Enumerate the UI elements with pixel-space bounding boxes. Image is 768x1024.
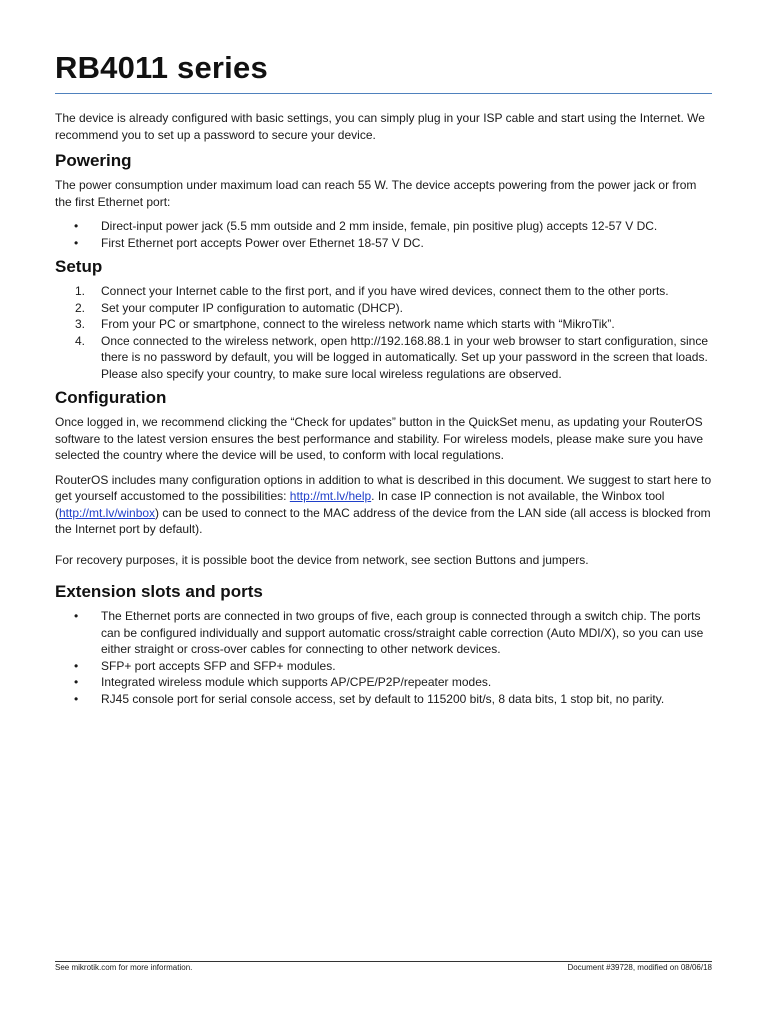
list-item-text: First Ethernet port accepts Power over Ethernet 18-57 V DC. — [101, 235, 424, 250]
list-item-text: Direct-input power jack (5.5 mm outside and 2 mm inside, female, pin positive plug) accepts 12-57 V DC. — [101, 219, 658, 233]
list-item-text: The Ethernet ports are connected in two groups of five, each group is connected through a switch chip. The ports can be configured individually and support automatic cross/straight cable correction (Auto MDI/X), so you can use either straight or cross-over cables for connecting to other network devices. — [101, 609, 704, 656]
bullet: • — [74, 675, 79, 689]
footer-info: See mikrotik.com for more information. — [55, 963, 193, 972]
winbox-link[interactable]: http://mt.lv/winbox — [59, 505, 156, 520]
list-item-text: Integrated wireless module which supports AP/CPE/P2P/repeater modes. — [101, 675, 492, 689]
configuration-paragraph-2 — [55, 472, 712, 538]
list-number: 4. — [75, 333, 86, 348]
list-number: 3. — [75, 317, 86, 331]
list-item — [55, 658, 712, 675]
list-item — [55, 674, 712, 691]
list-item — [55, 333, 712, 383]
powering-heading: Powering — [55, 151, 132, 170]
list-item-text: Connect your Internet cable to the first port, and if you have wired devices, connect them to the other ports. — [101, 284, 669, 298]
paragraph-text: . In case IP connection is not available, the Winbox tool ( — [55, 489, 665, 520]
page-title: RB4011 series — [55, 50, 268, 85]
powering-list — [55, 218, 712, 251]
footer-document-id: Document #39728, modified on 08/06/18 — [567, 963, 712, 972]
list-item-text: Once connected to the wireless network, open http://192.168.88.1 in your web browser to start configuration, since there is no password by default, you will be logged in automatically. Set up your password in the screen that loads. Please also specify your country, to make sure local wireless regulations are observed. — [101, 333, 709, 381]
list-item-text: RJ45 console port for serial console access, set by default to 115200 bit/s, 8 data bits, 1 stop bit, no parity. — [101, 691, 665, 706]
bullet: • — [74, 235, 79, 250]
list-number: 1. — [75, 284, 86, 298]
paragraph-text: ) can be used to connect to the MAC address of the device from the LAN side (all access is blocked from the Internet port by default). — [55, 505, 711, 536]
list-item-text: From your PC or smartphone, connect to the wireless network name which starts with “MikroTik”. — [101, 317, 615, 331]
list-item-text: Set your computer IP configuration to automatic (DHCP). — [101, 300, 403, 315]
configuration-paragraph-1: Once logged in, we recommend clicking the “Check for updates” button in the QuickSet menu, as updating your RouterOS software to the latest version ensures the best performance and stability. For wireless models, please make sure you have selected the country where the device will be used, to conform with local regulations. — [55, 415, 704, 462]
bullet: • — [74, 219, 79, 233]
powering-paragraph: The power consumption under maximum load can reach 55 W. The device accepts powering from the power jack or from the first Ethernet port: — [55, 178, 697, 209]
intro-paragraph: The device is already configured with basic settings, you can simply plug in your ISP cable and start using the Internet. We recommend you to set up a password to secure your device. — [55, 111, 705, 142]
extension-heading: Extension slots and ports — [55, 582, 263, 601]
footer-divider — [55, 961, 712, 962]
configuration-heading: Configuration — [55, 388, 167, 407]
bullet: • — [74, 609, 79, 623]
list-item — [55, 218, 712, 235]
list-item — [55, 300, 712, 317]
extension-list — [55, 608, 712, 707]
list-item — [55, 691, 712, 708]
title-divider — [55, 93, 712, 94]
setup-list — [55, 283, 712, 382]
document-body — [55, 110, 712, 713]
bullet: • — [74, 691, 79, 706]
list-item — [55, 608, 712, 658]
list-item — [55, 316, 712, 333]
list-item-text: SFP+ port accepts SFP and SFP+ modules. — [101, 658, 336, 673]
list-item — [55, 283, 712, 300]
setup-heading: Setup — [55, 257, 103, 276]
help-link[interactable]: http://mt.lv/help — [289, 489, 372, 503]
bullet: • — [74, 658, 79, 673]
list-item — [55, 235, 712, 252]
list-number: 2. — [75, 300, 86, 315]
configuration-paragraph-3: For recovery purposes, it is possible boot the device from network, see section Buttons and jumpers. — [55, 552, 589, 567]
paragraph-text: RouterOS includes many configuration options in addition to what is described in this document. We suggest to start here to get yourself accustomed to the possibilities: — [55, 472, 712, 503]
